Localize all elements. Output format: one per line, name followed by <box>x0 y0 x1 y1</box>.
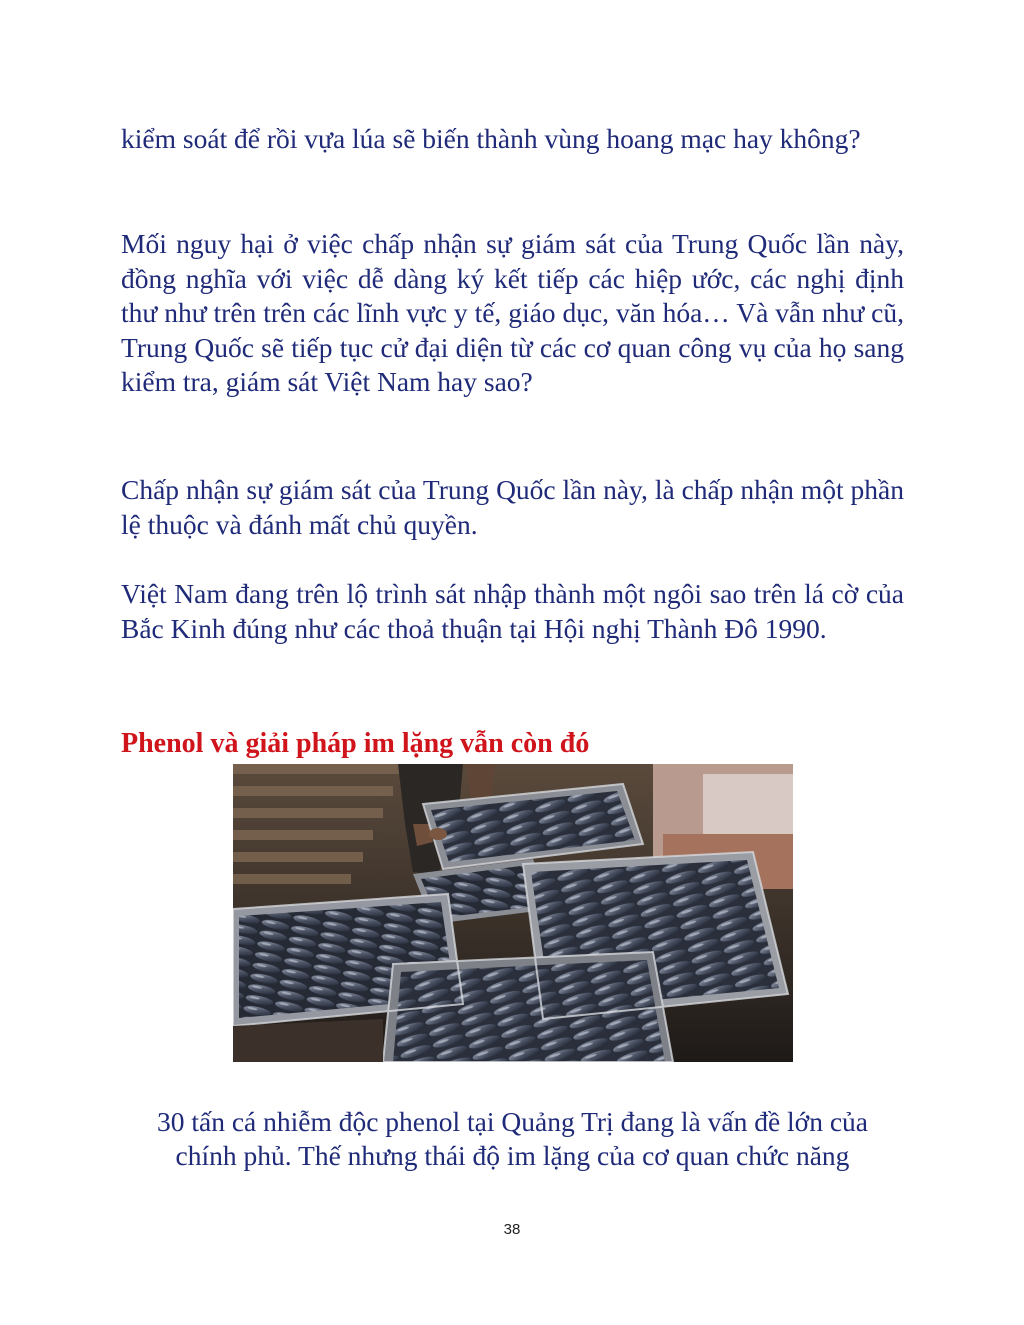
paragraph-3: Chấp nhận sự giám sát của Trung Quốc lần này, là chấp nhận một phần lệ thuộc và đánh mất chủ quyền. <box>121 474 904 540</box>
paragraph-4: Việt Nam đang trên lộ trình sát nhập thành một ngôi sao trên lá cờ của Bắc Kinh đúng như các thoả thuận tại Hội nghị Thành Đô 1990. <box>121 578 904 644</box>
paragraph-2: Mối nguy hại ở việc chấp nhận sự giám sát của Trung Quốc lần này, đồng nghĩa với việc dễ dàng ký kết tiếp các hiệp ước, các nghị định thư như trên trên các lĩnh vực y tế, giáo dục, văn hóa… Và vẫn như cũ, Trung Quốc sẽ tiếp tục cử đại diện từ các cơ quan công vụ của họ sang kiểm tra, giám sát Việt Nam hay sao? <box>121 228 904 397</box>
section-heading: Phenol và giải pháp im lặng vẫn còn đó <box>121 728 590 759</box>
page-number: 38 <box>503 1221 521 1238</box>
fish-trays-photo <box>233 764 793 1062</box>
paragraph-1: kiểm soát để rồi vựa lúa sẽ biến thành vùng hoang mạc hay không? <box>121 123 861 154</box>
caption-line-2: chính phủ. Thế nhưng thái độ im lặng của cơ quan chức năng <box>175 1140 850 1171</box>
caption-line-1: 30 tấn cá nhiễm độc phenol tại Quảng Trị đang là vấn đề lớn của <box>156 1106 869 1137</box>
